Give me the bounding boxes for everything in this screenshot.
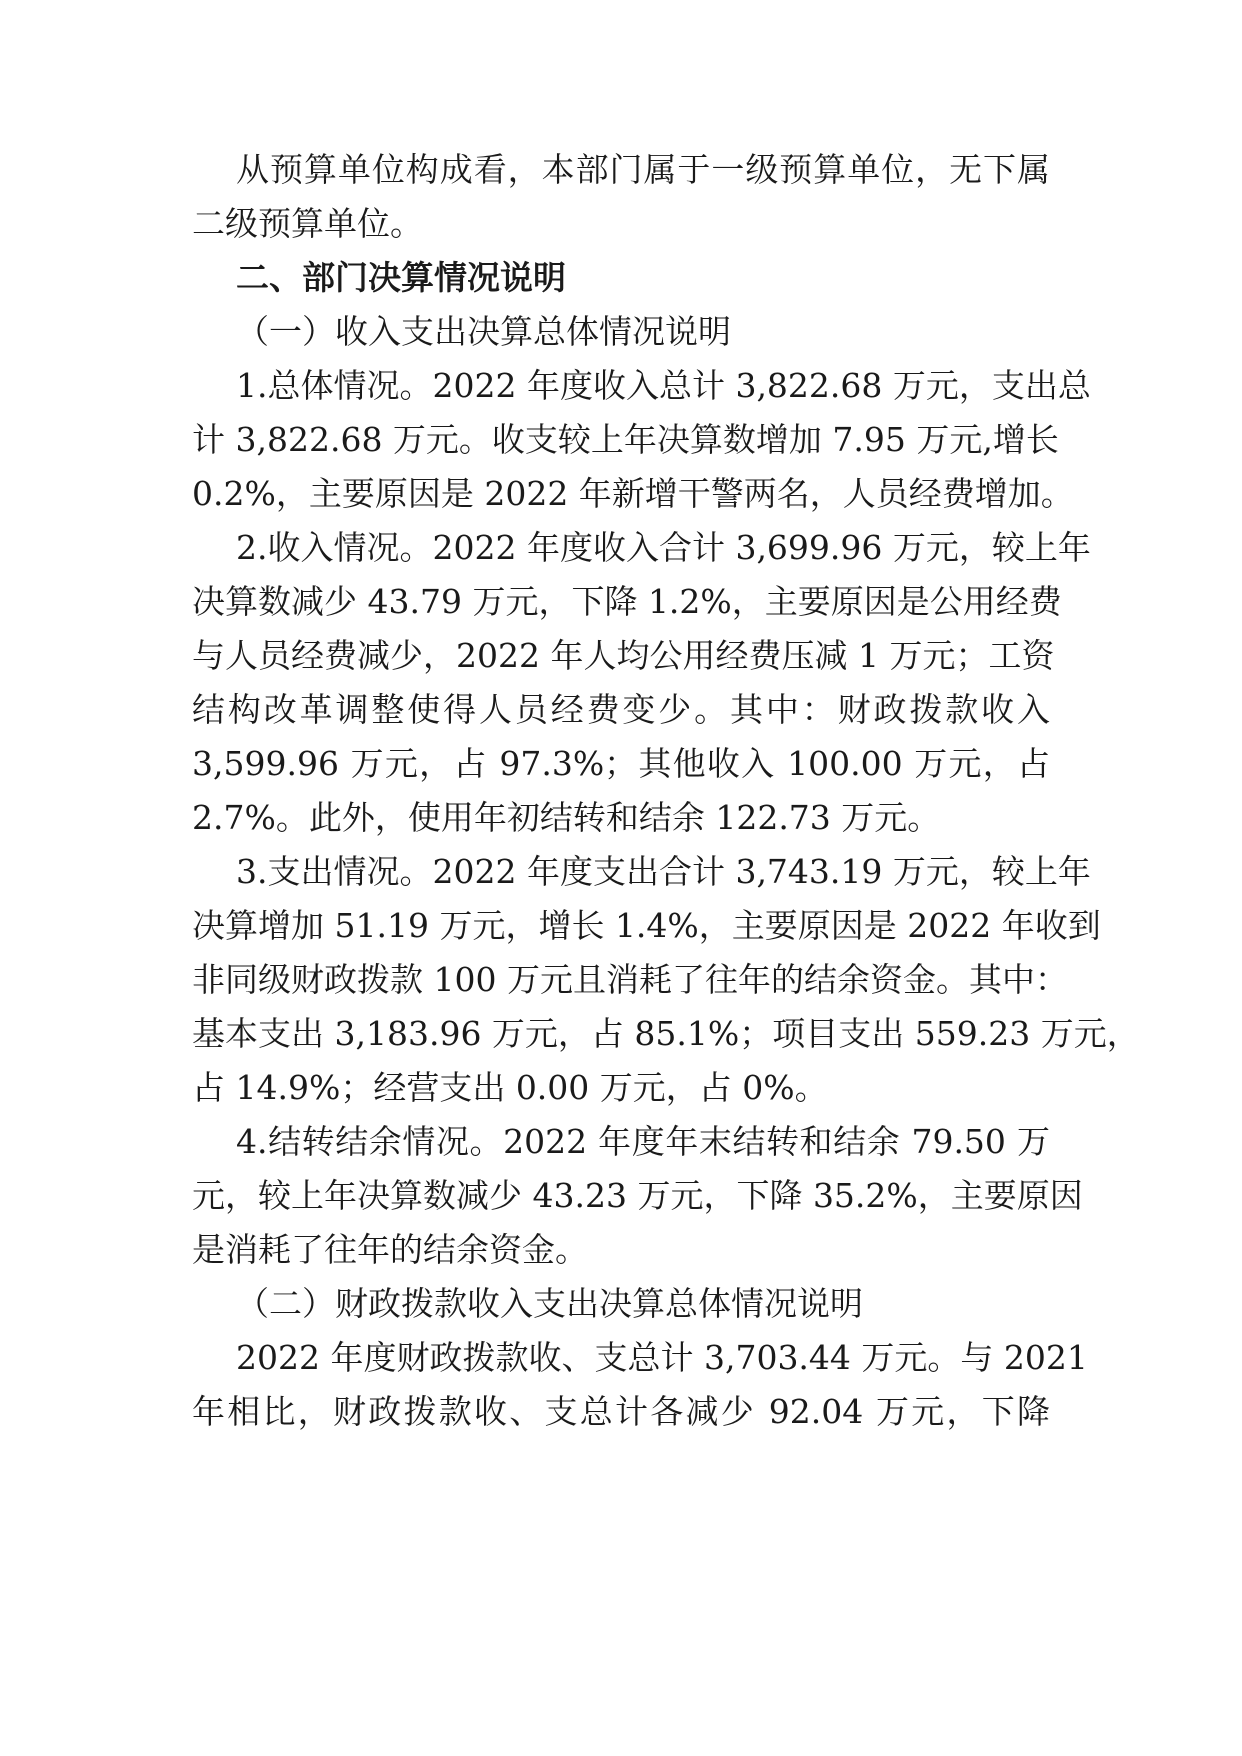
- paragraph-line: 计 3,822.68 万元。收支较上年决算数增加 7.95 万元,增长: [192, 420, 1059, 459]
- paragraph-line: 3,599.96 万元，占 97.3%；其他收入 100.00 万元，占: [192, 744, 1050, 783]
- paragraph-line: 从预算单位构成看，本部门属于一级预算单位，无下属: [236, 150, 1050, 189]
- paragraph-line: 是消耗了往年的结余资金。: [192, 1230, 588, 1269]
- paragraph-line: 结构改革调整使得人员经费变少。其中：财政拨款收入: [192, 690, 1050, 729]
- paragraph-line: 2.收入情况。2022 年度收入合计 3,699.96 万元，较上年: [236, 528, 1091, 567]
- section-heading: 二、部门决算情况说明: [236, 258, 566, 297]
- subsection-heading: （二）财政拨款收入支出决算总体情况说明: [236, 1284, 863, 1323]
- paragraph-line: 非同级财政拨款 100 万元且消耗了往年的结余资金。其中：: [192, 960, 1068, 999]
- subsection-heading: （一）收入支出决算总体情况说明: [236, 312, 731, 351]
- paragraph-line: 1.总体情况。2022 年度收入总计 3,822.68 万元，支出总: [236, 366, 1091, 405]
- paragraph-line: 元，较上年决算数减少 43.23 万元，下降 35.2%，主要原因: [192, 1176, 1083, 1215]
- paragraph-line: 决算数减少 43.79 万元，下降 1.2%，主要原因是公用经费: [192, 582, 1062, 621]
- paragraph-line: 占 14.9%；经营支出 0.00 万元，占 0%。: [192, 1068, 828, 1107]
- paragraph-line: 决算增加 51.19 万元，增长 1.4%，主要原因是 2022 年收到: [192, 906, 1101, 945]
- paragraph-line: 2.7%。此外，使用年初结转和结余 122.73 万元。: [192, 798, 941, 837]
- paragraph-line: 3.支出情况。2022 年度支出合计 3,743.19 万元，较上年: [236, 852, 1091, 891]
- paragraph-line: 年相比，财政拨款收、支总计各减少 92.04 万元，下降: [192, 1392, 1050, 1431]
- paragraph-line: 基本支出 3,183.96 万元，占 85.1%；项目支出 559.23 万元，: [192, 1014, 1140, 1053]
- paragraph-line: 4.结转结余情况。2022 年度年末结转和结余 79.50 万: [236, 1122, 1050, 1161]
- paragraph-line: 2022 年度财政拨款收、支总计 3,703.44 万元。与 2021: [236, 1338, 1088, 1377]
- paragraph-line: 与人员经费减少，2022 年人均公用经费压减 1 万元；工资: [192, 636, 1055, 675]
- paragraph-line: 二级预算单位。: [192, 204, 423, 243]
- paragraph-line: 0.2%，主要原因是 2022 年新增干警两名，人员经费增加。: [192, 474, 1074, 513]
